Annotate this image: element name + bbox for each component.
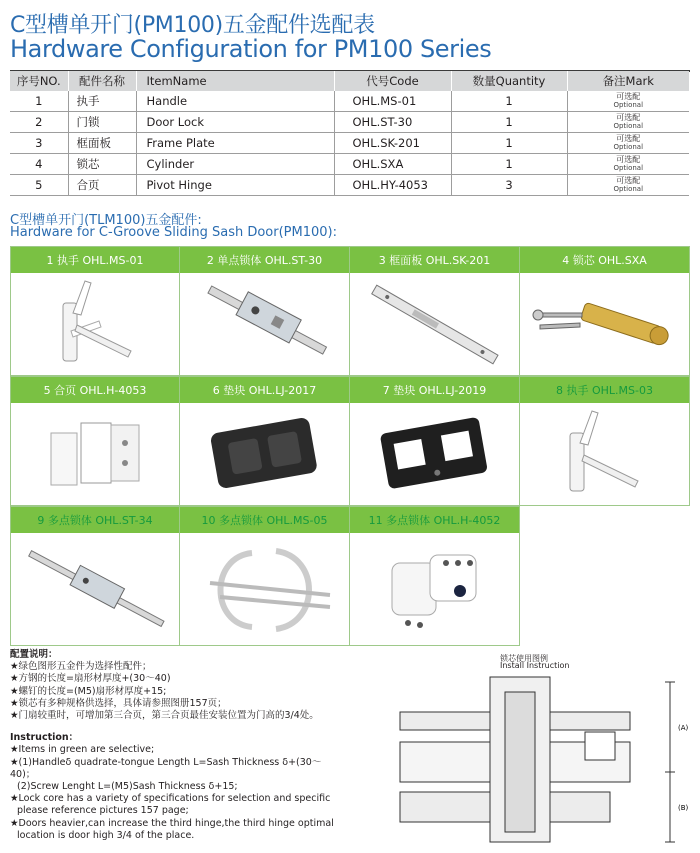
part-caption: 2 单点锁体 OHL.ST-30: [180, 247, 349, 273]
row-item-name: Pivot Hinge: [136, 175, 334, 196]
part-caption: [11, 507, 179, 533]
install-title-en: Install Instruction: [500, 661, 570, 670]
mark-en: Optional: [613, 164, 644, 172]
row-item-name: Cylinder: [136, 154, 334, 175]
notes-en-title: Instruction：: [10, 732, 79, 744]
handle-icon: [11, 273, 179, 375]
subtitle-english: Hardware for C-Groove Sliding Sash Door(PM100):: [10, 225, 337, 240]
row-quantity: 3: [451, 175, 567, 196]
col-code: 代号Code: [334, 71, 451, 91]
table-row: [10, 133, 689, 154]
part-card: [350, 246, 520, 376]
part-caption: 5 合页 OHL.H-4053: [11, 377, 179, 403]
dim-b-label: (B): [678, 804, 689, 812]
table-row: [10, 175, 689, 196]
part-caption: 1 执手 OHL.MS-01: [11, 247, 179, 273]
notes-cn-title: 配置说明：: [10, 649, 58, 660]
dim-a-label: (A): [678, 724, 689, 732]
hinge-icon: [350, 533, 519, 645]
part-card: [520, 246, 690, 376]
parts-row: [10, 506, 691, 646]
row-no: 3: [10, 133, 68, 154]
col-quantity: 数量Quantity: [451, 71, 567, 91]
part-card: [180, 376, 350, 506]
row-mark: [567, 112, 689, 133]
note-line: ★绿色图形五金件为选择性配件；: [10, 661, 152, 673]
mark-cn: 可选配: [616, 155, 641, 164]
row-mark: [567, 154, 689, 175]
table-row: [10, 154, 689, 175]
row-cn-name: 锁芯: [68, 154, 136, 175]
mark-cn: 可选配: [616, 113, 641, 122]
row-item-name: Door Lock: [136, 112, 334, 133]
row-cn-name: 门锁: [68, 112, 136, 133]
parts-row: [10, 246, 691, 376]
note-line: location is door high 3/4 of the place.: [17, 829, 195, 841]
row-code: OHL.MS-01: [334, 91, 451, 112]
row-mark: [567, 91, 689, 112]
multipoint-lock-icon: [180, 533, 349, 645]
part-caption-text: 9 多点锁体 OHL.ST-34: [37, 514, 153, 527]
mark-en: Optional: [613, 185, 644, 193]
part-card: [520, 376, 690, 506]
note-line: ★(1)Handleδ quadrate-tongue Length L=Sash Thickness δ+(30～40)；: [10, 756, 322, 780]
col-item-name: ItemName: [136, 71, 334, 91]
install-title-cn: 锁芯使用图例: [500, 654, 548, 663]
part-caption: 3 框面板 OHL.SK-201: [350, 247, 519, 273]
note-line: ★Lock core has a variety of specifications for selection and specific: [10, 793, 331, 805]
row-no: 1: [10, 91, 68, 112]
mark-cn: 可选配: [616, 92, 641, 101]
hinge-icon: [11, 403, 179, 505]
part-caption: 7 垫块 OHL.LJ-2019: [350, 377, 519, 403]
row-code: OHL.SK-201: [334, 133, 451, 154]
parts-row: [10, 376, 691, 506]
part-caption: [180, 507, 349, 533]
col-no: 序号NO.: [10, 71, 68, 91]
cylinder-icon: [520, 273, 689, 375]
col-mark: 备注Mark: [567, 71, 689, 91]
part-caption-text: 11 多点锁体 OHL.H-4052: [368, 514, 501, 527]
part-caption-text: 8 执手 OHL.MS-03: [556, 384, 653, 397]
spacer-block-icon: [350, 403, 519, 505]
row-cn-name: 框面板: [68, 133, 136, 154]
note-line: ★锁芯有多种规格供选择，具体请参照图册157页；: [10, 697, 227, 709]
row-quantity: 1: [451, 112, 567, 133]
col-cn-name: 配件名称: [68, 71, 136, 91]
note-line: ★Items in green are selective;: [10, 744, 155, 756]
row-mark: [567, 175, 689, 196]
part-caption: 4 锁芯 OHL.SXA: [520, 247, 689, 273]
row-cn-name: 执手: [68, 91, 136, 112]
row-item-name: Frame Plate: [136, 133, 334, 154]
row-quantity: 1: [451, 154, 567, 175]
handle-icon: [520, 403, 689, 505]
row-no: 5: [10, 175, 68, 196]
row-no: 4: [10, 154, 68, 175]
note-line: ★Doors heavier,can increase the third hinge,the third hinge optimal: [10, 817, 334, 829]
note-line: ★门扇较重时，可增加第三合页，第三合页最佳安装位置为门高的3/4处。: [10, 710, 319, 722]
row-quantity: 1: [451, 133, 567, 154]
mark-en: Optional: [613, 101, 644, 109]
part-caption: [520, 377, 689, 403]
note-line: ★方钢的长度=扇形材厚度+(30～40): [10, 673, 171, 685]
row-cn-name: 合页: [68, 175, 136, 196]
part-caption: 6 垫块 OHL.LJ-2017: [180, 377, 349, 403]
frame-plate-icon: [350, 273, 519, 375]
mark-en: Optional: [613, 143, 644, 151]
row-quantity: 1: [451, 91, 567, 112]
row-code: OHL.HY-4053: [334, 175, 451, 196]
row-code: OHL.SXA: [334, 154, 451, 175]
notes-block: [10, 649, 340, 842]
parts-grid: [10, 246, 691, 646]
multipoint-lock-icon: [11, 533, 179, 645]
row-code: OHL.ST-30: [334, 112, 451, 133]
part-caption: [350, 507, 519, 533]
note-line: ★螺钉的长度=(M5)扇形材厚度+15;: [10, 685, 167, 697]
title-chinese: C型槽单开门(PM100)五金配件选配表: [10, 13, 375, 38]
title-english: Hardware Configuration for PM100 Series: [10, 35, 492, 63]
row-mark: [567, 133, 689, 154]
install-diagram: [380, 672, 690, 850]
lock-body-icon: [180, 273, 349, 375]
spacer-block-icon: [180, 403, 349, 505]
part-card: [180, 506, 350, 646]
part-caption-text: 10 多点锁体 OHL.MS-05: [201, 514, 328, 527]
row-item-name: Handle: [136, 91, 334, 112]
mark-en: Optional: [613, 122, 644, 130]
table-row: [10, 112, 689, 133]
subtitle-chinese: C型槽单开门(TLM100)五金配件:: [10, 213, 202, 228]
part-card: [350, 506, 520, 646]
mark-cn: 可选配: [616, 134, 641, 143]
part-card: [350, 376, 520, 506]
part-card: [10, 376, 180, 506]
empty-slot: [520, 506, 690, 646]
note-line: (2)Screw Lenght L=(M5)Sash Thickness δ+15;: [17, 781, 238, 793]
part-card: [180, 246, 350, 376]
table-header-row: [10, 71, 689, 91]
part-card: [10, 506, 180, 646]
row-no: 2: [10, 112, 68, 133]
mark-cn: 可选配: [616, 176, 641, 185]
table-row: [10, 91, 689, 112]
note-line: please reference pictures 157 page;: [17, 805, 189, 817]
configuration-table: [10, 71, 689, 196]
part-card: [10, 246, 180, 376]
